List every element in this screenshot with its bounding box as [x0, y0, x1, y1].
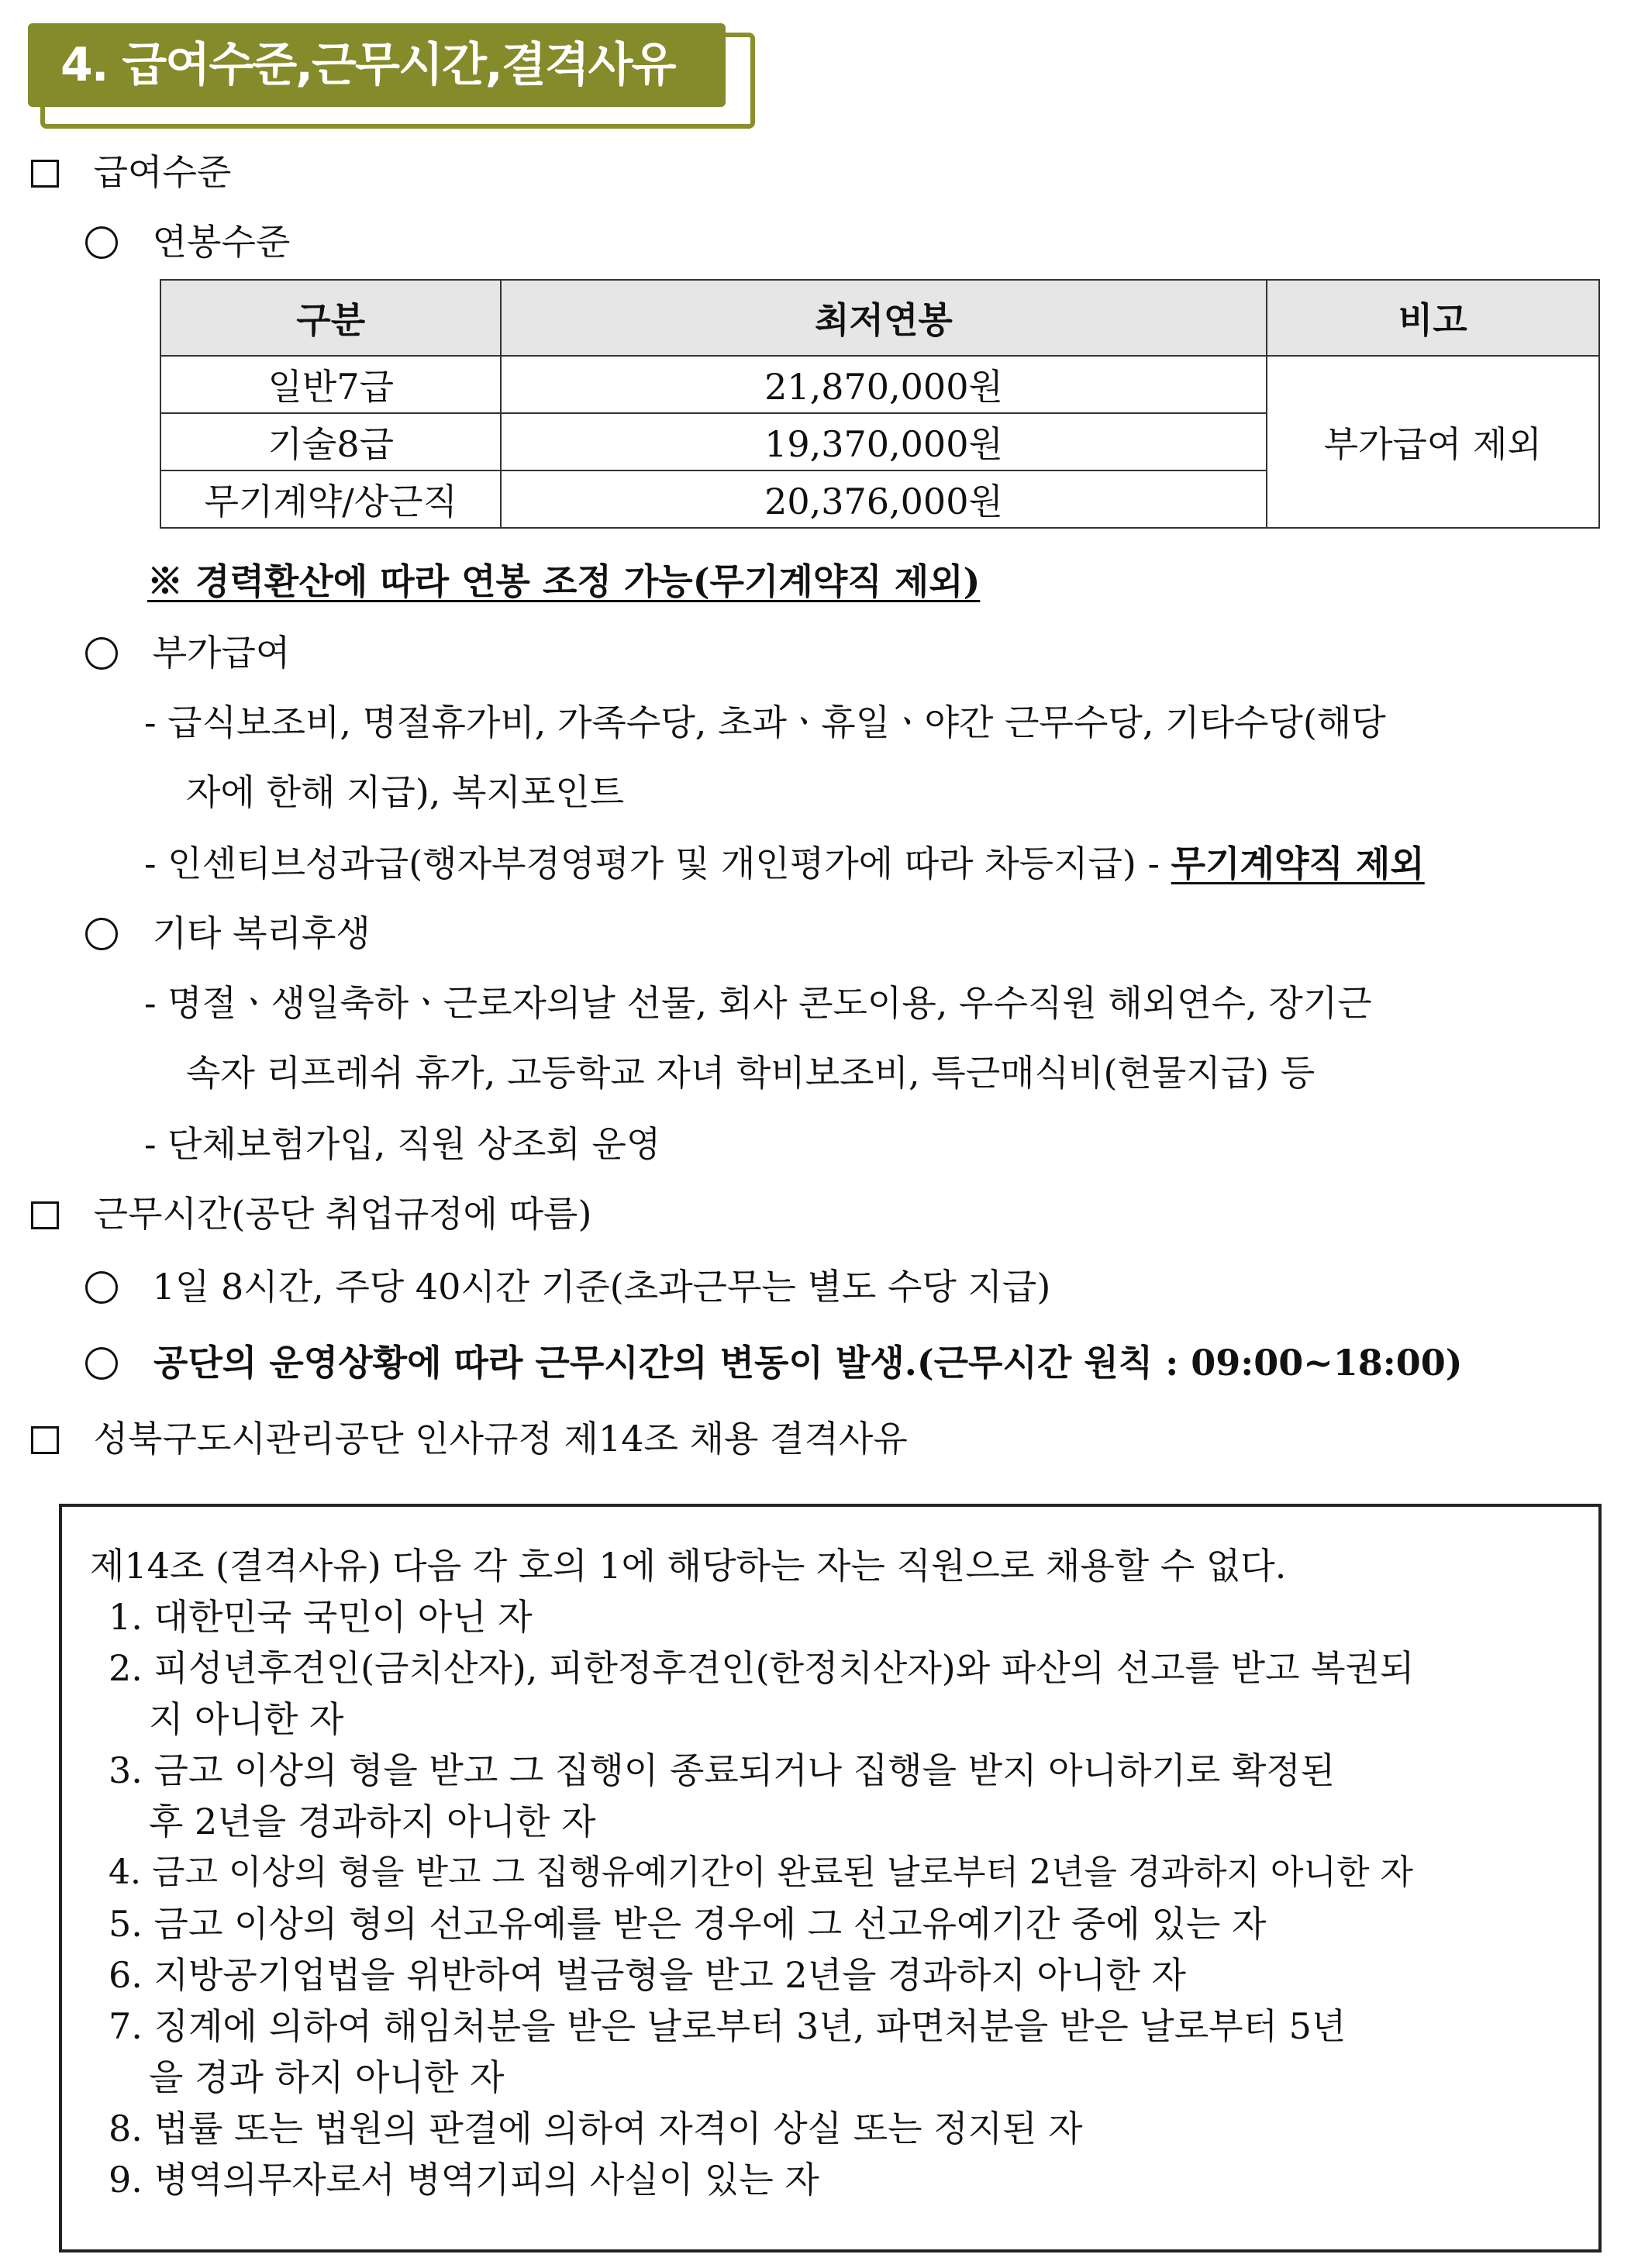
welfare-heading: [85, 910, 371, 956]
salary-section: [31, 149, 231, 195]
row-category: 무기계약/상근직: [160, 470, 501, 528]
square-bullet-icon: [31, 1426, 59, 1454]
article-line: 5. 금고 이상의 형의 선고유예를 받은 경우에 그 선고유예기간 중에 있는 자: [109, 1903, 1267, 1945]
row-amount: 19,370,000원: [501, 413, 1266, 470]
section-heading: 4. 급여수준,근무시간,결격사유: [28, 23, 726, 107]
article-line: 7. 징계에 의하여 해임처분을 받은 날로부터 3년, 파면처분을 받은 날로부터 5년: [109, 2005, 1347, 2047]
welfare-title: 기타 복리후생: [152, 912, 371, 954]
circle-bullet-icon: [85, 226, 118, 259]
extra-pay-item: [144, 840, 1425, 887]
article-line: 3. 금고 이상의 형을 받고 그 집행이 종료되거나 집행을 받지 아니하기로 확정된: [109, 1749, 1336, 1791]
disqualification-section: [31, 1415, 908, 1462]
extra-pay-item: - 급식보조비, 명절휴가비, 가족수당, 초과ㆍ휴일ㆍ야간 근무수당, 기타수당(해당: [144, 701, 1386, 743]
welfare-item: - 단체보험가입, 직원 상조회 운영: [144, 1123, 661, 1165]
welfare-item: - 명절ㆍ생일축하ㆍ근로자의날 선물, 회사 콘도이용, 우수직원 해외연수, 장기근: [144, 982, 1372, 1024]
salary-note: ※ 경력환산에 따라 연봉 조정 가능(무기계약직 제외): [147, 560, 981, 602]
hours-text: 공단의 운영상황에 따라 근무시간의 변동이 발생.(근무시간 원칙 : 09:00~18:00): [153, 1342, 1463, 1384]
extra-pay-title: 부가급여: [152, 632, 291, 674]
disqualification-title: 성북구도시관리공단 인사규정 제14조 채용 결격사유: [93, 1418, 908, 1460]
header-remark: 비고: [1267, 280, 1600, 356]
row-amount: 20,376,000원: [501, 470, 1266, 528]
article-line: 6. 지방공기업법을 위반하여 벌금형을 받고 2년을 경과하지 아니한 자: [109, 1954, 1186, 1996]
header-min-salary: 최저연봉: [501, 280, 1266, 356]
article-line: 후 2년을 경과하지 아니한 자: [149, 1801, 596, 1842]
article-line: 2. 피성년후견인(금치산자), 피한정후견인(한정치산자)와 파산의 선고를 받고 복권되: [109, 1647, 1415, 1689]
salary-table: [160, 279, 1600, 529]
hours-item: [85, 1339, 1463, 1386]
article-line: 지 아니한 자: [149, 1698, 344, 1740]
hours-item: [85, 1263, 1050, 1310]
article-box: [59, 1504, 1602, 2252]
hours-section: [31, 1191, 591, 1237]
welfare-item-cont: 속자 리프레쉬 휴가, 고등학교 자녀 학비보조비, 특근매식비(현물지급) 등: [186, 1052, 1315, 1094]
header-category: 구분: [160, 280, 501, 356]
row-category: 일반7급: [160, 356, 501, 413]
square-bullet-icon: [31, 1201, 59, 1229]
circle-bullet-icon: [85, 1271, 118, 1304]
salary-title: 급여수준: [93, 151, 232, 193]
circle-bullet-icon: [85, 1347, 118, 1380]
incentive-exclusion: 무기계약직 제외: [1171, 843, 1425, 884]
incentive-text: - 인센티브성과급(행자부경영평가 및 개인평가에 따라 차등지급) -: [144, 843, 1171, 884]
article-line: 4. 금고 이상의 형을 받고 그 집행유예기간이 완료된 날로부터 2년을 경과하지 아니한 자: [109, 1853, 1413, 1892]
row-category: 기술8급: [160, 413, 501, 470]
article-line: 8. 법률 또는 법원의 판결에 의하여 자격이 상실 또는 정지된 자: [109, 2108, 1083, 2149]
circle-bullet-icon: [85, 637, 118, 670]
hours-text: 1일 8시간, 주당 40시간 기준(초과근무는 별도 수당 지급): [152, 1266, 1051, 1308]
table-header-row: [160, 280, 1599, 356]
annual-salary-title: 연봉수준: [152, 221, 291, 263]
circle-bullet-icon: [85, 918, 118, 950]
square-bullet-icon: [31, 160, 59, 188]
annual-salary-heading: [85, 219, 290, 265]
article-line: 을 경과 하지 아니한 자: [149, 2056, 505, 2098]
article-line: 1. 대한민국 국민이 아닌 자: [109, 1596, 533, 1638]
article-line: 9. 병역의무자로서 병역기피의 사실이 있는 자: [109, 2159, 819, 2201]
extra-pay-item-cont: 자에 한해 지급), 복지포인트: [186, 771, 625, 813]
hours-title: 근무시간(공단 취업규정에 따름): [93, 1193, 592, 1235]
remark-cell: 부가급여 제외: [1267, 356, 1600, 528]
row-amount: 21,870,000원: [501, 356, 1266, 413]
extra-pay-heading: [85, 629, 290, 676]
article-intro: 제14조 (결격사유) 다음 각 호의 1에 해당하는 자는 직원으로 채용할 수 없다.: [90, 1545, 1287, 1587]
table-row: [160, 356, 1599, 413]
